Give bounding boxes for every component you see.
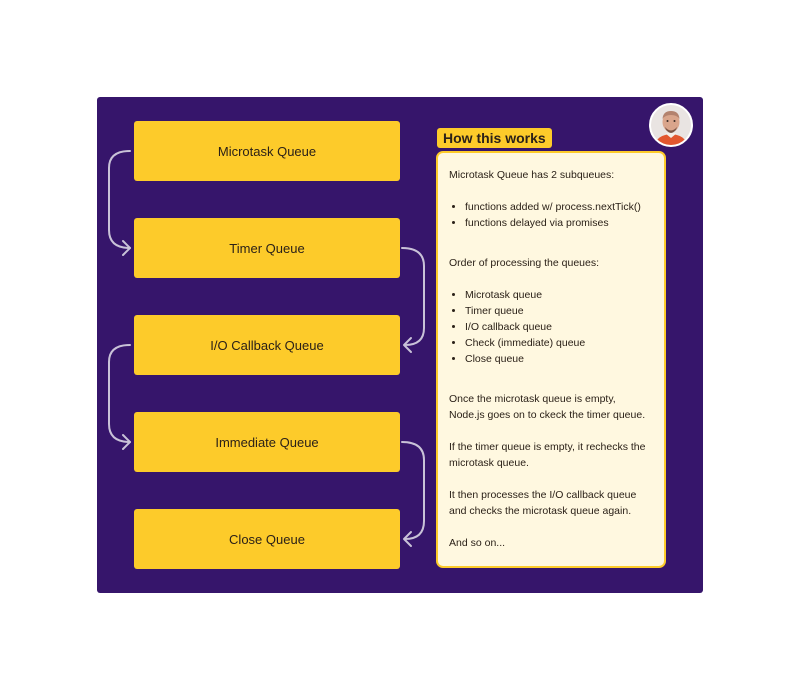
queue-close	[134, 509, 400, 569]
arrow-immediate-to-close	[402, 442, 424, 539]
list-item: • Timer queue	[465, 303, 664, 319]
arrow-io-to-immediate	[109, 345, 130, 442]
queue-label: Timer Queue	[229, 240, 305, 256]
list-item: • Check (immediate) queue	[465, 335, 664, 351]
list-item: • Microtask queue	[465, 287, 664, 303]
list-item: • functions delayed via promises	[465, 215, 664, 231]
paragraph-line: If the timer queue is empty, it rechecks the	[449, 441, 646, 453]
paragraph-line: and checks the microtask queue again.	[449, 505, 632, 517]
list-item: • functions added w/ process.nextTick()	[465, 199, 664, 215]
queue-io-callback	[134, 315, 400, 375]
queue-label: Immediate Queue	[215, 434, 319, 450]
note-title: How this works	[437, 128, 552, 148]
explanation-note	[436, 151, 666, 568]
note-closing: And so on...	[449, 537, 506, 549]
arrow-timer-to-io	[402, 248, 424, 345]
list-item: • Close queue	[465, 351, 664, 367]
avatar	[649, 103, 693, 147]
note-intro: Microtask Queue has 2 subqueues:	[449, 169, 615, 181]
paragraph-line: microtask queue.	[449, 457, 529, 469]
queue-label: Close Queue	[229, 531, 305, 547]
queue-timer	[134, 218, 400, 278]
list-item: • I/O callback queue	[465, 319, 664, 335]
queue-label: I/O Callback Queue	[210, 337, 324, 353]
queue-immediate	[134, 412, 400, 472]
order-heading: Order of processing the queues:	[449, 257, 600, 269]
arrow-microtask-to-timer	[109, 151, 130, 248]
order-list	[449, 287, 664, 367]
paragraph-line: Once the microtask queue is empty,	[449, 393, 616, 405]
person-avatar-icon	[651, 105, 691, 145]
paragraph-line: It then processes the I/O callback queue	[449, 489, 637, 501]
queue-label: Microtask Queue	[217, 143, 317, 159]
subqueue-list	[449, 199, 664, 231]
queue-microtask	[134, 121, 400, 181]
paragraph-line: Node.js goes on to ckeck the timer queue.	[449, 409, 646, 421]
